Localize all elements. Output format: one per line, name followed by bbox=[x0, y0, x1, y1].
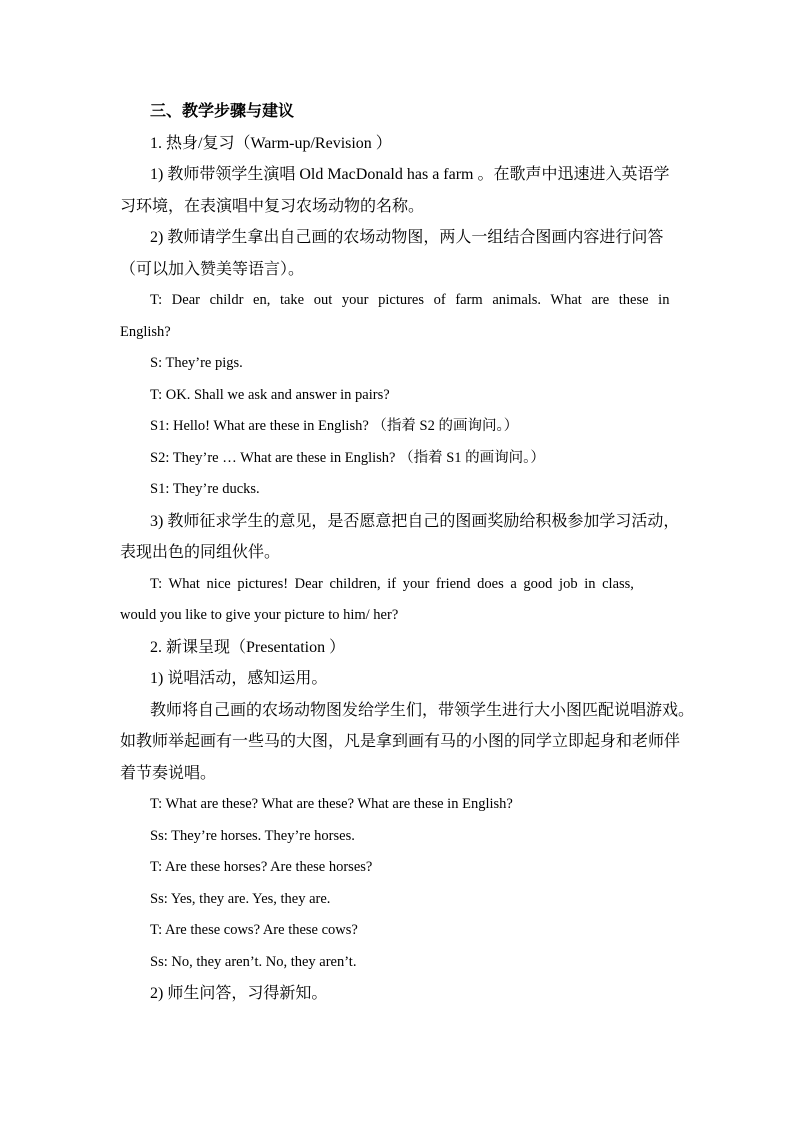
paragraph-line: 1) 教师带领学生演唱 Old MacDonald has a farm 。在歌声中迅速进入英语学 bbox=[150, 166, 670, 183]
dialogue-line: S2: They’re … What are these in English? （指着 S1 的画询问。） bbox=[150, 449, 545, 466]
document-body bbox=[120, 96, 695, 1010]
dialogue-line: T: What are these? What are these? What are these in English? bbox=[150, 796, 513, 812]
paragraph-line: 2) 师生问答，习得新知。 bbox=[150, 985, 328, 1002]
dialogue-line: Ss: Yes, they are. Yes, they are. bbox=[150, 890, 331, 907]
paragraph-line: 教师将自己画的农场动物图发给学生们，带领学生进行大小图匹配说唱游戏。 bbox=[150, 701, 695, 719]
section-heading: 三、教学步骤与建议 bbox=[150, 103, 295, 120]
paragraph-line: 表现出色的同组伙伴。 bbox=[120, 544, 281, 561]
dialogue-line: S1: Hello! What are these in English? （指着 S2 的画询问。） bbox=[150, 418, 519, 434]
paragraph-line: 2) 教师请学生拿出自己画的农场动物图，两人一组结合图画内容进行问答 bbox=[150, 229, 664, 246]
dialogue-line: S1: They’re ducks. bbox=[150, 481, 260, 497]
paragraph-line: 1) 说唱活动，感知运用。 bbox=[150, 670, 328, 687]
subsection-heading: 2. 新课呈现（Presentation ） bbox=[150, 638, 346, 656]
paragraph-line: 如教师举起画有一些马的大图，凡是拿到画有马的小图的同学立即起身和老师伴 bbox=[120, 733, 681, 750]
dialogue-line: T: OK. Shall we ask and answer in pairs? bbox=[150, 386, 390, 403]
dialogue-line: would you like to give your picture to him/ her? bbox=[120, 607, 399, 623]
dialogue-line: Ss: No, they aren’t. No, they aren’t. bbox=[150, 953, 357, 970]
dialogue-line: T: Dear childr en, take out your pictures of farm animals. What are these in bbox=[150, 292, 670, 308]
paragraph-line: 3) 教师征求学生的意见，是否愿意把自己的图画奖励给积极参加学习活动， bbox=[150, 512, 680, 530]
dialogue-line: S: They’re pigs. bbox=[150, 355, 243, 371]
paragraph-line: 1. 热身/复习（Warm-up/Revision ） bbox=[150, 134, 392, 152]
dialogue-line: English? bbox=[120, 323, 171, 340]
dialogue-line: T: What nice pictures! Dear children, if your friend does a good job in class, bbox=[150, 575, 634, 592]
dialogue-line: T: Are these cows? Are these cows? bbox=[150, 922, 358, 938]
paragraph-line: （可以加入赞美等语言）。 bbox=[120, 260, 305, 278]
dialogue-line: Ss: They’re horses. They’re horses. bbox=[150, 827, 355, 844]
paragraph-line: 习环境，在表演唱中复习农场动物的名称。 bbox=[120, 197, 425, 215]
paragraph-line: 着节奏说唱。 bbox=[120, 764, 217, 782]
dialogue-line: T: Are these horses? Are these horses? bbox=[150, 859, 373, 875]
